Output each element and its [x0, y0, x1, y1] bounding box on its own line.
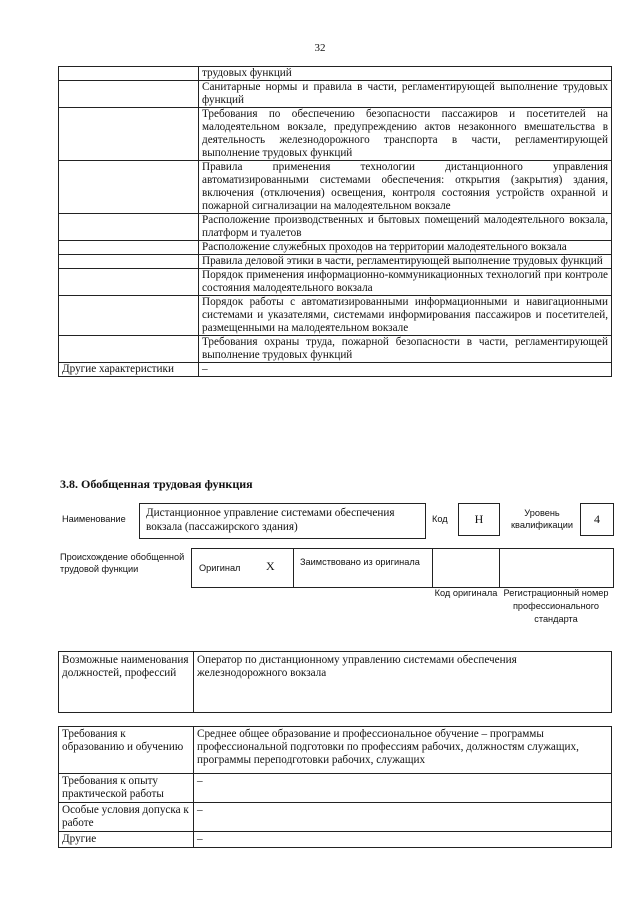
- table-row: [59, 241, 612, 255]
- table-cell-left: [59, 241, 199, 255]
- divider: [293, 549, 294, 587]
- table-row: [59, 774, 612, 803]
- level-value: 4: [594, 512, 600, 526]
- requirement-value: –: [194, 774, 612, 803]
- table-cell-right: трудовых функций: [199, 67, 612, 81]
- divider: [499, 549, 500, 587]
- requirement-label: Другие: [59, 832, 194, 848]
- table-cell-left: [59, 67, 199, 81]
- table-row: [59, 336, 612, 363]
- table-cell-right: Порядок работы с автоматизированными информационными и навигационными системами и указателями, системами информирования пассажиров и посетителей, размещенными на малодеятельном вокзале: [199, 296, 612, 336]
- positions-label: Возможные наименования должностей, профессий: [59, 652, 194, 713]
- table-row: [59, 363, 612, 377]
- borrowed-label: Заимствовано из оригинала: [300, 557, 420, 567]
- table-cell-left: [59, 108, 199, 161]
- table-row: [59, 81, 612, 108]
- table-cell-left: [59, 336, 199, 363]
- code-value: H: [474, 512, 484, 526]
- table-cell-left: [59, 296, 199, 336]
- table-row: [59, 108, 612, 161]
- table-cell-right: Расположение производственных и бытовых помещений малодеятельного вокзала, платформ и туалетов: [199, 214, 612, 241]
- table-row: [59, 255, 612, 269]
- table-row: [59, 296, 612, 336]
- table-cell-left: [59, 161, 199, 214]
- requirement-label: Требования к образованию и обучению: [59, 727, 194, 774]
- table-cell-left: [59, 81, 199, 108]
- code-label: Код: [432, 514, 448, 524]
- table-row: [59, 803, 612, 832]
- table-row: [59, 832, 612, 848]
- requirements-table: [58, 726, 612, 848]
- code-box: [458, 503, 500, 536]
- code-original-label: Код оригинала: [434, 588, 498, 598]
- section-title: 3.8. Обобщенная трудовая функция: [60, 477, 253, 491]
- reg-number-label: Регистрационный номер профессионального стандарта: [503, 588, 609, 624]
- original-label: Оригинал: [199, 563, 241, 573]
- requirement-value: Среднее общее образование и профессиональное обучение – программы профессиональной подготовки по профессиям рабочих, должностям служащих, программы переподготовки рабочих, служащих: [194, 727, 612, 774]
- table-cell-right: Правила применения технологии дистанционного управления автоматизированными системами обеспечения: открытия (закрытия) здания, включения (отключения) освещения, контроля состояния устройств охранной и пожарной сигнализации на малодеятельном вокзале: [199, 161, 612, 214]
- origin-box: [191, 548, 614, 588]
- requirement-value: –: [194, 832, 612, 848]
- name-box: [139, 503, 426, 539]
- requirement-label: Требования к опыту практической работы: [59, 774, 194, 803]
- positions-value: Оператор по дистанционному управлению системами обеспечения железнодорожного вокзала: [194, 652, 612, 713]
- knowledge-table: [58, 66, 612, 377]
- level-label: Уровень квалификации: [511, 508, 573, 530]
- table-cell-left: [59, 214, 199, 241]
- table-cell-right: Требования охраны труда, пожарной безопасности в части, регламентирующей выполнение трудовых функций: [199, 336, 612, 363]
- table-cell-left: Другие характеристики: [59, 363, 199, 377]
- table-cell-right: –: [199, 363, 612, 377]
- table-cell-right: Расположение служебных проходов на территории малодеятельного вокзала: [199, 241, 612, 255]
- table-row: [59, 67, 612, 81]
- positions-table: [58, 651, 612, 713]
- divider: [432, 549, 433, 587]
- table-cell-right: Санитарные нормы и правила в части, регламентирующей выполнение трудовых функций: [199, 81, 612, 108]
- requirement-label: Особые условия допуска к работе: [59, 803, 194, 832]
- original-mark: X: [266, 559, 275, 573]
- level-box: [580, 503, 614, 536]
- table-cell-left: [59, 255, 199, 269]
- origin-label: Происхождение обобщенной трудовой функции: [60, 552, 185, 574]
- table-cell-right: Требования по обеспечению безопасности пассажиров и посетителей на малодеятельном вокзале, предупреждению актов незаконного вмешательства в деятельность железнодорожного транспорта в части, регламентирующей выполнение трудовых функций: [199, 108, 612, 161]
- requirement-value: –: [194, 803, 612, 832]
- table-row: [59, 269, 612, 296]
- table-cell-left: [59, 269, 199, 296]
- table-row: [59, 727, 612, 774]
- page-number: 32: [314, 42, 326, 54]
- name-value: Дистанционное управление системами обеспечения вокзала (пассажирского здания): [146, 507, 395, 533]
- table-row: [59, 214, 612, 241]
- table-row: [59, 161, 612, 214]
- table-cell-right: Правила деловой этики в части, регламентирующей выполнение трудовых функций: [199, 255, 612, 269]
- table-row: [59, 652, 612, 713]
- table-cell-right: Порядок применения информационно-коммуникационных технологий при контроле состояния малодеятельного вокзала: [199, 269, 612, 296]
- name-label: Наименование: [62, 514, 126, 524]
